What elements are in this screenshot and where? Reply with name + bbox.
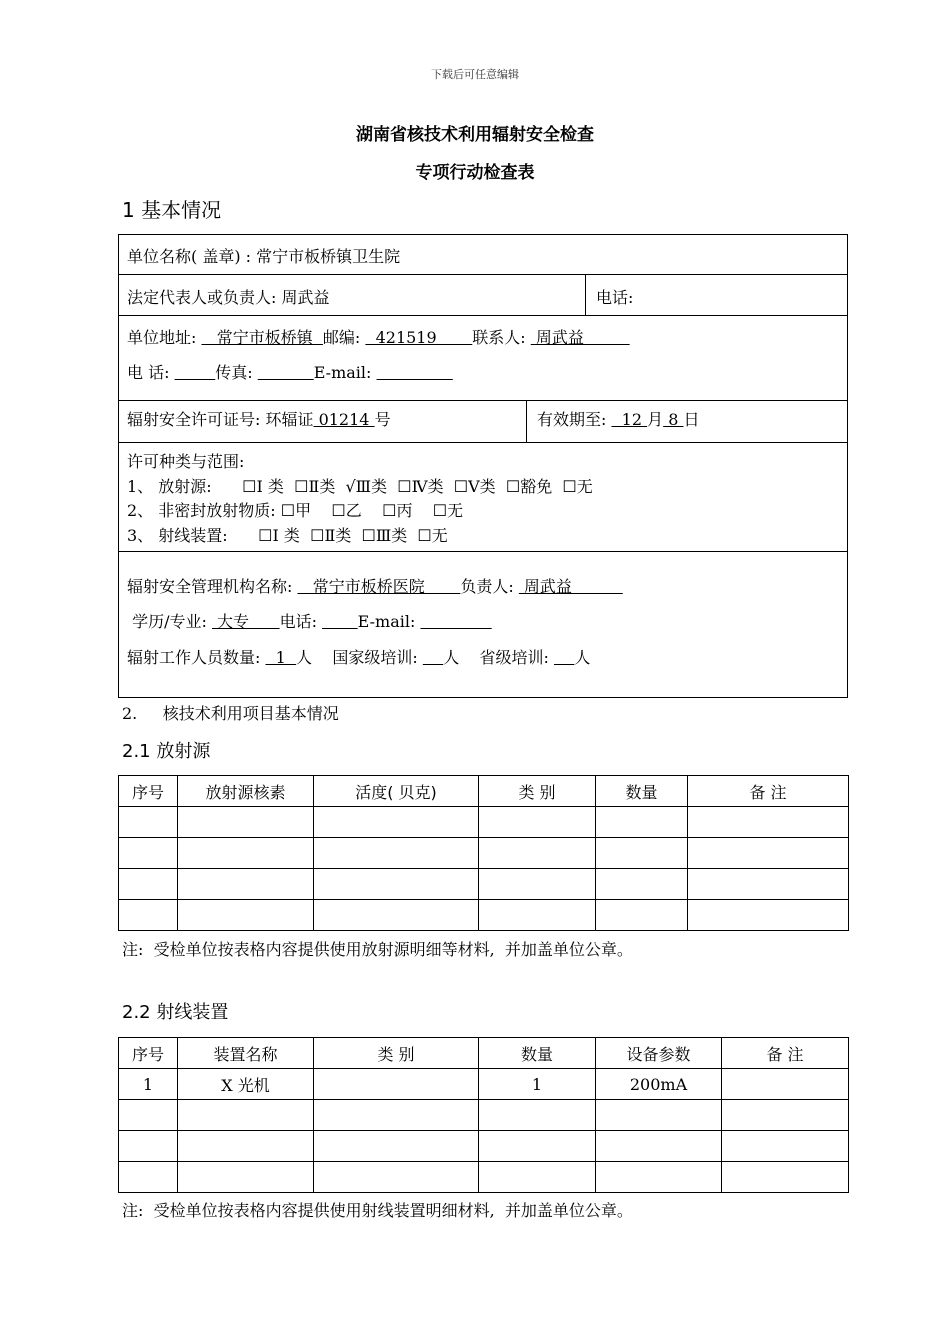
table-cell	[688, 807, 849, 838]
table-cell	[314, 1162, 479, 1193]
table-header-row	[119, 776, 849, 807]
table-cell	[314, 1069, 479, 1100]
license-row	[127, 407, 391, 430]
org-label: 辐射安全管理机构名称:	[127, 577, 298, 596]
table-cell	[722, 1131, 849, 1162]
devices-note: 注: 受检单位按表格内容提供使用射线装置明细材料, 并加盖单位公章。	[122, 1201, 633, 1220]
table-cell	[479, 1100, 596, 1131]
edu-email-value	[420, 612, 491, 631]
table-header-cell: 序号	[119, 1038, 178, 1069]
valid-row	[537, 407, 700, 430]
table-cell	[596, 838, 688, 869]
provincial-value	[554, 648, 574, 667]
table-cell	[119, 1131, 178, 1162]
edu-value: 大专	[211, 612, 280, 631]
table-cell	[722, 1162, 849, 1193]
table-cell	[178, 869, 314, 900]
month-char: 月	[647, 410, 664, 429]
section-2-2-heading: 2.2 射线装置	[122, 1002, 229, 1023]
sources-table	[118, 775, 849, 931]
staff-label: 辐射工作人员数量:	[127, 648, 266, 667]
org-row	[127, 574, 623, 597]
table-header-cell: 装置名称	[178, 1038, 314, 1069]
table-row	[119, 1131, 849, 1162]
contact-value: 周武益	[530, 328, 630, 347]
edu-row	[127, 609, 492, 632]
org-value: 常宁市板桥医院	[297, 577, 461, 596]
day-char: 日	[683, 410, 700, 429]
table-cell	[722, 1100, 849, 1131]
table-cell: 1	[119, 1069, 178, 1100]
table-cell	[479, 1162, 596, 1193]
table-cell	[479, 807, 596, 838]
legal-rep-field: 法定代表人或负责人: 周武益	[127, 288, 330, 307]
table-cell	[596, 1131, 722, 1162]
table-cell	[178, 1100, 314, 1131]
table-cell	[178, 807, 314, 838]
table-cell	[479, 838, 596, 869]
license-value: 01214	[313, 410, 375, 429]
table-cell	[722, 1069, 849, 1100]
license-suffix: 号	[374, 410, 391, 429]
divider	[118, 442, 848, 443]
email-value	[377, 363, 453, 382]
valid-day: 8	[663, 410, 684, 429]
table-cell	[178, 1131, 314, 1162]
document-subtitle: 专项行动检查表	[415, 163, 535, 183]
table-header-cell: 类 别	[314, 1038, 479, 1069]
table-cell: 1	[479, 1069, 596, 1100]
address-row	[127, 325, 630, 348]
phone2-value	[175, 363, 216, 382]
document-title: 湖南省核技术利用辐射安全检查	[356, 125, 594, 145]
table-row	[119, 1100, 849, 1131]
phone2-label: 电 话:	[127, 363, 175, 382]
table-header-cell: 设备参数	[596, 1038, 722, 1069]
table-header-cell: 活度( 贝克)	[314, 776, 479, 807]
valid-label: 有效期至:	[537, 410, 612, 429]
table-cell	[178, 1162, 314, 1193]
staff-value: 1	[265, 648, 297, 667]
address-value: 常宁市板桥镇	[201, 328, 323, 347]
phone-fax-row	[127, 360, 453, 383]
table-cell	[314, 900, 479, 931]
table-cell	[314, 869, 479, 900]
divider	[118, 400, 848, 401]
table-cell: 200mA	[596, 1069, 722, 1100]
scope-title: 许可种类与范围:	[127, 452, 245, 471]
contact-label: 联系人:	[472, 328, 531, 347]
edu-email-label: E-mail:	[357, 612, 421, 631]
table-cell	[119, 838, 178, 869]
table-header-cell: 数量	[479, 1038, 596, 1069]
divider	[118, 274, 848, 275]
email-label: E-mail:	[313, 363, 377, 382]
fax-label: 传真:	[215, 363, 258, 382]
section-2-1-heading: 2.1 放射源	[122, 741, 211, 762]
table-header-cell: 备 注	[722, 1038, 849, 1069]
devices-table	[118, 1037, 849, 1193]
postcode-value: 421519	[365, 328, 473, 347]
edu-phone-value	[322, 612, 358, 631]
table-cell	[119, 1162, 178, 1193]
table-cell	[479, 869, 596, 900]
table-header-cell: 放射源核素	[178, 776, 314, 807]
table-header-cell: 类 别	[479, 776, 596, 807]
phone-label: 电话:	[596, 288, 634, 307]
table-header-cell: 数量	[596, 776, 688, 807]
table-cell	[119, 807, 178, 838]
scope-line-devices: 3、 射线装置: ☐Ⅰ 类 ☐Ⅱ类 ☐Ⅲ类 ☐无	[127, 526, 448, 545]
header-note: 下载后可任意编辑	[431, 68, 519, 81]
section-2-heading: 2. 核技术利用项目基本情况	[122, 704, 339, 723]
table-cell	[178, 900, 314, 931]
org-head-value: 周武益	[518, 577, 623, 596]
table-cell	[314, 838, 479, 869]
table-cell	[596, 807, 688, 838]
table-header-cell: 序号	[119, 776, 178, 807]
table-header-cell: 备 注	[688, 776, 849, 807]
table-header-row	[119, 1038, 849, 1069]
divider	[585, 274, 586, 315]
address-label: 单位地址:	[127, 328, 202, 347]
table-cell	[688, 869, 849, 900]
scope-line-sources: 1、 放射源: ☐Ⅰ 类 ☐Ⅱ类 √Ⅲ类 ☐Ⅳ类 ☐Ⅴ类 ☐豁免 ☐无	[127, 477, 593, 496]
table-row	[119, 1069, 849, 1100]
national-value	[423, 648, 443, 667]
national-unit: 人 省级培训:	[443, 648, 555, 667]
table-cell: X 光机	[178, 1069, 314, 1100]
table-cell	[479, 1131, 596, 1162]
edu-phone-label: 电话:	[279, 612, 323, 631]
table-cell	[596, 869, 688, 900]
table-cell	[688, 838, 849, 869]
provincial-unit: 人	[574, 648, 591, 667]
section-1-heading: 1 基本情况	[122, 198, 222, 222]
divider	[526, 400, 527, 442]
table-cell	[479, 900, 596, 931]
table-cell	[688, 900, 849, 931]
edu-label: 学历/专业:	[127, 612, 212, 631]
divider	[118, 551, 848, 552]
sources-note: 注: 受检单位按表格内容提供使用放射源明细等材料, 并加盖单位公章。	[122, 940, 633, 959]
table-cell	[178, 838, 314, 869]
fax-value	[258, 363, 314, 382]
table-cell	[314, 1100, 479, 1131]
postcode-label: 邮编:	[322, 328, 366, 347]
table-cell	[596, 1162, 722, 1193]
staff-row	[127, 645, 590, 668]
staff-unit: 人 国家级培训:	[296, 648, 423, 667]
table-row	[119, 838, 849, 869]
table-cell	[314, 807, 479, 838]
divider	[118, 315, 848, 316]
valid-month: 12	[611, 410, 648, 429]
table-row	[119, 807, 849, 838]
table-cell	[119, 1100, 178, 1131]
table-cell	[314, 1131, 479, 1162]
table-cell	[119, 900, 178, 931]
table-cell	[596, 1100, 722, 1131]
table-row	[119, 869, 849, 900]
table-cell	[119, 869, 178, 900]
license-label: 辐射安全许可证号: 环辐证	[127, 410, 314, 429]
table-row	[119, 1162, 849, 1193]
org-head-label: 负责人:	[460, 577, 519, 596]
table-row	[119, 900, 849, 931]
table-cell	[596, 900, 688, 931]
unit-name-field: 单位名称( 盖章) : 常宁市板桥镇卫生院	[127, 247, 401, 266]
scope-line-unsealed: 2、 非密封放射物质: ☐甲 ☐乙 ☐丙 ☐无	[127, 501, 464, 520]
